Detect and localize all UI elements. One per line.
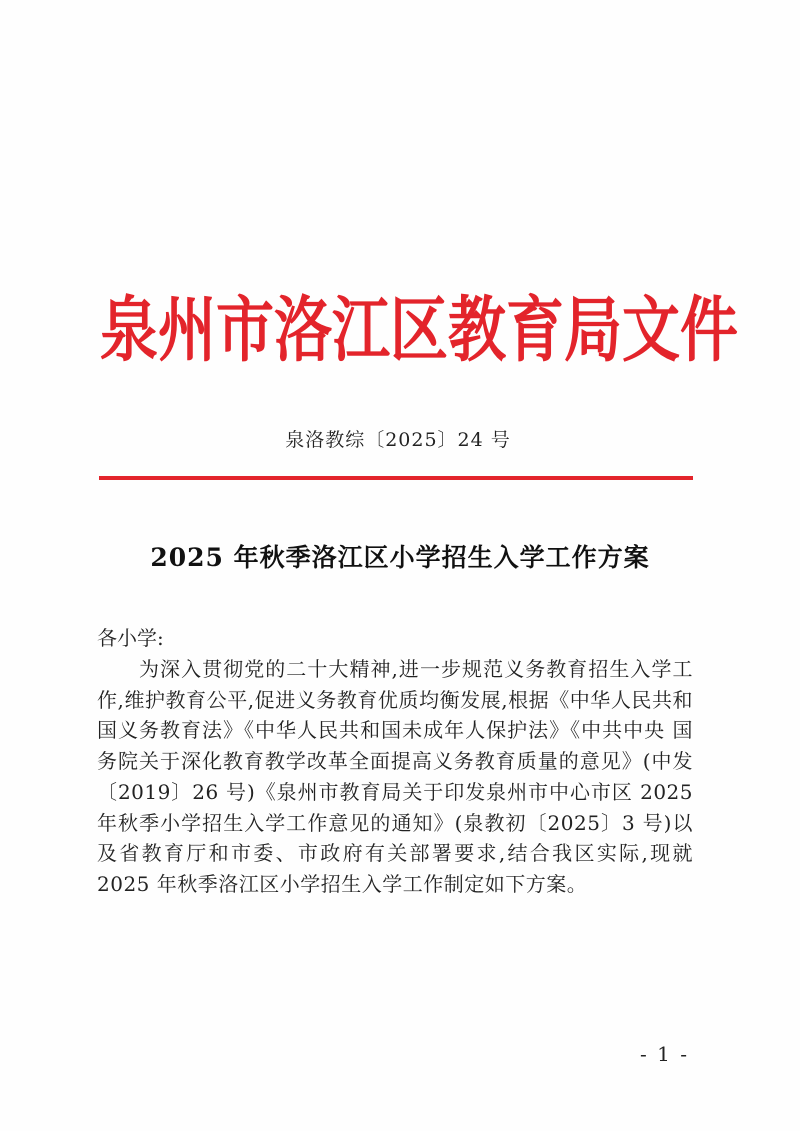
red-divider-line — [99, 476, 693, 480]
page-number: - 1 - — [640, 1042, 689, 1066]
salutation: 各小学: — [97, 626, 164, 650]
document-title: 2025 年秋季洛江区小学招生入学工作方案 — [150, 543, 650, 572]
body-paragraph: 为深入贯彻党的二十大精神,进一步规范义务教育招生入学工作,维护教育公平,促进义务教育优质均衡发展,根据《中华人民共和国义务教育法》《中华人民共和国未成年人保护法》《中共中央 国务院关于深化教育教学改革全面提高义务教育质量的意见》(中发〔2019〕26 号)《泉州市教育局关于印发泉州市中心市区 2025 年秋季小学招生入学工作意见的通知》(泉教初〔2025〕3 号)以及省教育厅和市委、市政府有关部署要求,结合我区实际,现就 2025 年秋季洛江区小学招生入学工作制定如下方案。 — [97, 657, 693, 896]
document-number: 泉洛教综〔2025〕24 号 — [285, 429, 511, 451]
issuer-header: 泉州市洛江区教育局文件 — [100, 288, 739, 372]
